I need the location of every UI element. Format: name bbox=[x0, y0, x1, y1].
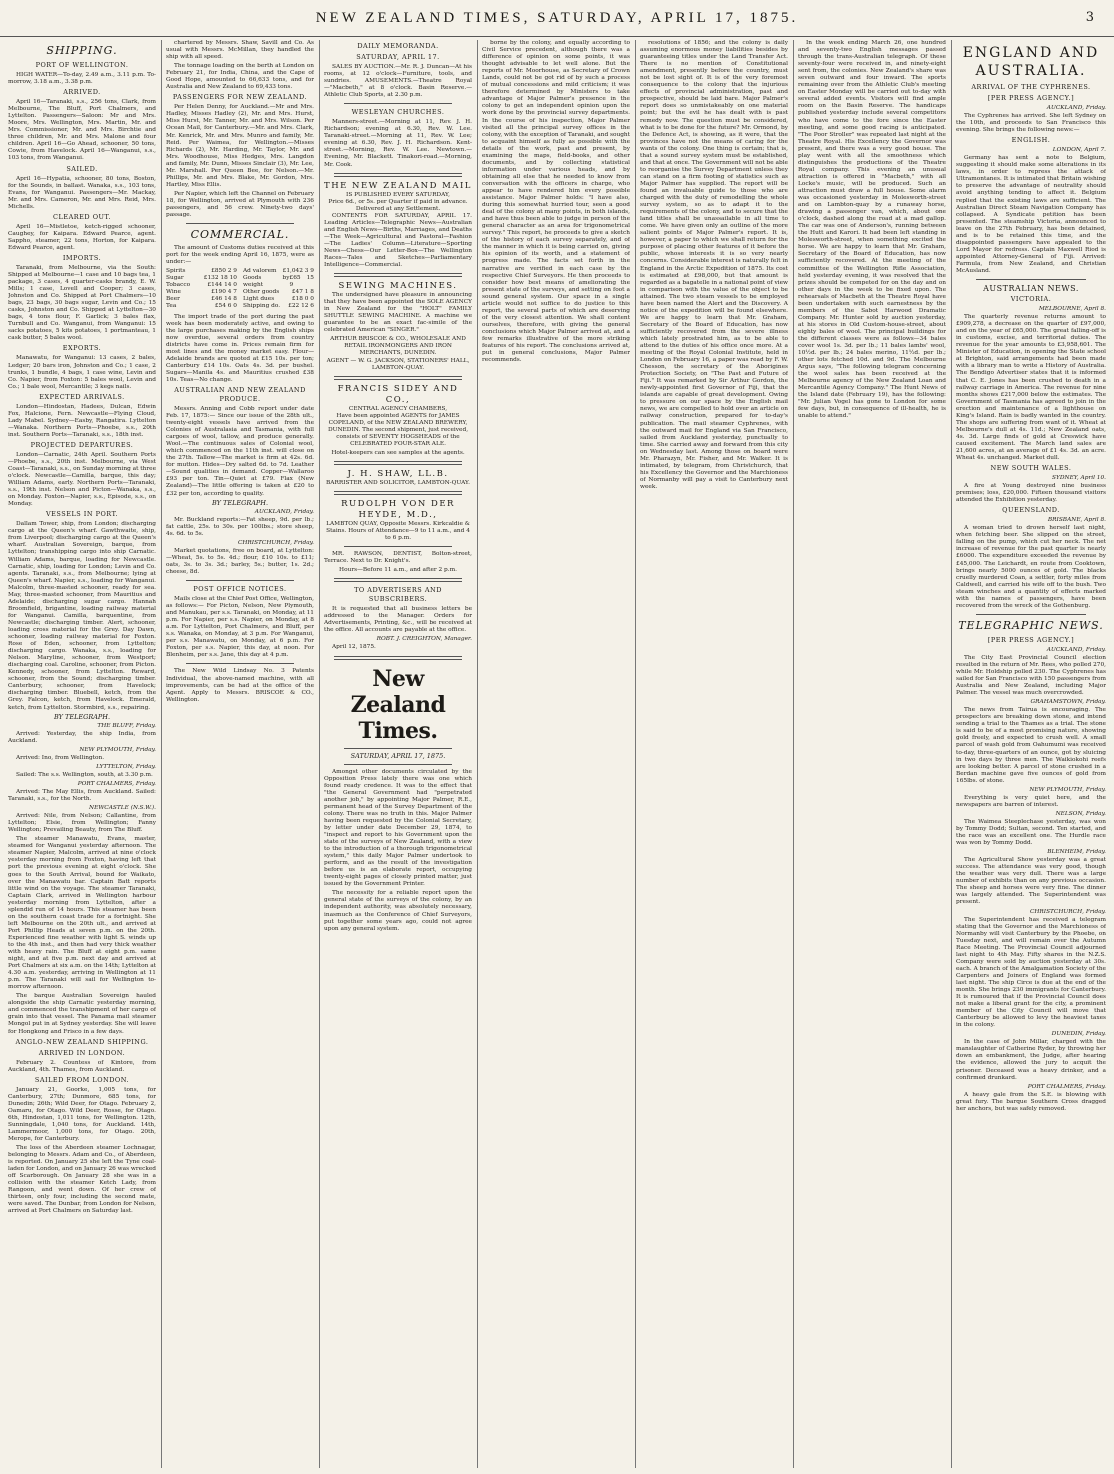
column-rule bbox=[635, 40, 636, 1468]
divider bbox=[344, 546, 452, 547]
subheading: VICTORIA. bbox=[1010, 295, 1052, 304]
text-block: Mails close at the Chief Post Office, Wellington, as follows:— For Picton, Nelson, New Plymouth, and Manukau, per s.s. Taranaki, on Monday, at 11 p.m. For Napier, per s.s. Napier, on Monday, at 8 a.m. For Lyttelton, Port Chalmers, and Bluff, per s.s. Wanaka, on Monday, at 3 p.m. For Wanganui, per s.s. Manawatu, on Monday, at 6 p.m. For Foxton, per s.s. Napier, this day, at noon. For Blenheim, per s.s. Jane, this day at 4 p.m. bbox=[166, 596, 314, 659]
column-rule bbox=[951, 40, 952, 1468]
advert-line: CENTRAL AGENCY CHAMBERS, bbox=[348, 405, 448, 412]
text-block: Arrived: The May Ellis, from Auckland. Sailed: Taranaki, s.s., for the North. bbox=[8, 788, 156, 803]
dateline: THE BLUFF, Friday. bbox=[97, 722, 156, 729]
duties-row: Wine £190 4 7 bbox=[166, 289, 237, 296]
divider bbox=[334, 578, 462, 582]
subheading: PORT OF WELLINGTON. bbox=[35, 61, 129, 69]
text-block: A woman tried to drown herself last night, when fetching beer. She slipped on the street, falling on the pump, which cut her neck. The net increase of revenue for the past quarter is nearly £6000. The expenditure exceeded the revenue by £45,000. The Leichardt, en route from Cooktown, brings nearly 5000 ounces of gold. The blacks cruelly murdered Coan, a settler, forty miles from Caldwell, and carried his wife off to the bush. Two steam winches and a quantity of effects marked with the names of passengers, have been recovered from the wreck of the Gothenburg. bbox=[956, 525, 1106, 609]
subheading: SAILED FROM LONDON. bbox=[34, 1075, 130, 1084]
subheading: PASSENGERS FOR NEW ZEALAND. bbox=[172, 93, 308, 102]
divider bbox=[976, 614, 1086, 615]
text-block: April 16—Taranaki, s.s., 256 tons, Clark, from Melbourne, The Bluff, Port Chalmers, and Lyttelton. Passengers—Saloon: Mr and Mrs. Moore, Mrs. Wellington, Mrs. Martin, Mr. and Mrs. Commissioner, Mr. and Mrs. Birchtie and three children, Mr. and Mrs. Malone and four children. April 16—Go Ahead, schooner, 50 tons, Cowie, from Havelock. April 16—Wanganui, s.s., 103 tons, from Wanganui. bbox=[8, 99, 156, 162]
duties-row: Sugar £132 18 10 bbox=[166, 275, 237, 282]
text-block: February 2. Countess of Kintore, from Auckland, 4th. Thames, from Auckland. bbox=[8, 1059, 156, 1073]
text-block: The steamer Manawatu, Evans, master, steamed for Wanganui yesterday afternoon. The steamer Napier, Malcolm, arrived at nine o'clock yesterday morning from Foxton, having left that port the previous evening at eight o'clock. She goes to the South Arrival, bound for Waikato, over the Manawatu bar. Captain Batt reports little wind on the voyage. The steamer Taranaki, Captain Clark, arrived in Wellington harbour yesterday morning from Lyttelton, after a splendid run of 14 hours. This steamer has been on the southern coast trade for a fortnight. She left Melbourne on the 20th ult., and arrived at Port Phillip Heads at seven p.m. on the 20th. Experienced fine weather with light S. winds up to the 4th inst., and then had very thick weather with heavy rain. The Bluff at eight p.m. same night, and at five p.m. next day and arrived at Port Chalmers at six a.m. on the 14th; Lyttelton at 4.30 a.m. yesterday, arriving in Wellington at 11 p.m. The Taranaki will sail for Wellington to-morrow afternoon. bbox=[8, 836, 156, 991]
text-block: CONTENTS FOR SATURDAY, APRIL 17. Leading Articles—Telegraphic News—Australian and English News—Births, Marriages, and Deaths—The Week—Agricultural and Pastoral—Fashion—The Ladies' Column—Literature—Sporting News—Chess—Our Letter-Box—The Wellington Races—Tales and Sketches—Parliamentary Intelligence—Commercial. bbox=[324, 212, 472, 269]
advert-heading: J. H. SHAW, LL.B. bbox=[347, 468, 449, 479]
text-block: Germany has sent a note to Belgium, suggesting it should make some alterations in its laws, in order to repress the attack of Ultramontanes. It is intimated that Britain wishing to preserve the advantage of neutrality should avoid anything tending to affect it. Belgium replied that the existing laws are sufficient. The Australian Direct Steam Navigation Company has collapsed. A Syndicate petition has been presented. The steamship Victoria, announced to leave on the 27th February, has been detained, and is to be retained this time, and the disappointed passengers have appealed to the Lord Mayor for redress. Captain Maxwell Riod is appointed Attorney-General of Fiji. Arrived: Farmula, from New Zealand, and Christian McAusland. bbox=[956, 155, 1106, 274]
dateline: DUNEDIN, Friday. bbox=[1051, 1031, 1106, 1038]
subheading: DAILY MEMORANDA. bbox=[357, 42, 439, 50]
advert-shaw bbox=[324, 469, 472, 487]
dateline: BLENHEIM, Friday. bbox=[1047, 849, 1106, 856]
page-number: 3 bbox=[1085, 10, 1094, 25]
masthead bbox=[0, 0, 1114, 37]
columns bbox=[8, 40, 1106, 1468]
leader-text: The necessity for a reliable report upon the general state of the surveys of the colony, by an independent authority, was absolutely necessary, inasmuch as the Conference of Chief Surveyors, put together some years ago, could not agree upon any general system. bbox=[324, 890, 472, 932]
subheading: ARRIVED. bbox=[63, 88, 101, 97]
duties-row: Tea £54 6 0 bbox=[166, 303, 237, 310]
text-block: A heavy gale from the S.E. is blowing with great fury. The barque Southern Cross dragged her anchors, but was safely removed. bbox=[956, 1091, 1106, 1112]
text-block: The loss of the Aberdeen steamer Lochnagar, belonging to Messrs. Adam and Co., of Aberdeen, is reported. On January 25 she left the Tyne coal-laden for London, and on January 26 was wrecked off Scarborough. On January 28 she was in a collision with the steamer Ketch Lady, from Rangoon, and went down. Of her crew of thirteen, only four, including the second mate, were saved. The Dunbar, from London for Nelson, arrived at Port Chalmers on Saturday last. bbox=[8, 1145, 156, 1215]
text-block: Manners-street.—Morning at 11, Rev. J. H. Richardson; evening at 6.30, Rev. W. Lee. Taranaki-street.—Morning at 11, Rev. W. Lee; evening at 6.30, Rev. J. H. Richardson. Kent-street.—Morning, Rev. W. Lee. Newtown.—Evening, Mr. Blackett. Tinakori-road.—Morning, Mr. Cook. bbox=[324, 119, 472, 168]
dateline: NEW PLYMOUTH, Friday. bbox=[1029, 786, 1106, 793]
advert-line: IS PUBLISHED EVERY SATURDAY, bbox=[346, 191, 450, 198]
text-block: Everything is very quiet here, and the newspapers are barren of interest. bbox=[956, 794, 1106, 808]
text-block: The import trade of the port during the past week has been moderately active, and owing to the large purchases making by the English ships now overdue, several orders from country districts have come in. Prices remain firm for most lines and the money market easy. Flour—Adelaide brands are quoted at £15 10s. per ton; Canterbury £14 10s. Oats 4s. 3d. per bushel. Sugars—Manila 4s. and Mauritius crushed £38 10s. Teas—No change. bbox=[166, 313, 314, 383]
advert-sidey bbox=[324, 384, 472, 413]
text-block: The Agricultural Show yesterday was a great success. The attendance was very good, though the weather was very dull. There was a large number of exhibits than on any previous occasion. The sheep and horses were very fine. The dinner was largely attended. The Superintendent was present. bbox=[956, 857, 1106, 906]
divider bbox=[186, 580, 294, 581]
advert-line: ARTHUR BRISCOE & CO., WHOLESALE AND RETAIL IRONMONGERS AND IRON MERCHANTS, DUNEDIN. bbox=[330, 336, 466, 357]
dateline: NEWCASTLE (N.S.W.). bbox=[89, 805, 156, 812]
text-block: borne by the colony, and equally according to Civil Service precedent, although there was a difference of opinion on some points, it was thought advisable to let well alone. But the reports of Mr. Moorhouse, as Secretary of Crown Lands, could not be got rid of by such a process of mutual concessions and mild criticism; it was therefore determined by Ministers to take advantage of Major Palmer's presence in the colony to get an independent opinion upon the work done by the provincial survey departments. In the course of his inspection, Major Palmer visited all the principal survey offices in the colony, with the exception of Taranaki, and sought to acquaint himself as fully as possible with the details of the work, past and present, by examining the maps, field-books, and other documents, and by collecting statistical information under various heads, and by obtaining all else that he needed to know from conversation with the officers in charge, who appear to have rendered him every possible assistance. Major Palmer holds: "I have also, during this somewhat hurried tour, seen a good deal of the colony at many points, in both islands, and have thus been able to judge in person of the general character as an area for trigonometrical survey." This report, he proceeds to give a sketch of the history of each survey separately, and of the manner in which it is being carried on, giving his opinion of its worth, and a statement of progress made. The facts set forth in the narrative are verified in each case by the respective Chief Surveyors. He then proceeds to consider how best means of ameliorating the present state of the surveys, and setting on foot a sound general system. Our space in a single article would not suffice to do justice to this report, the several parts of which are deserving of the very closest attention. We shall content ourselves, therefore, with giving the general conclusions which Major Palmer arrived at, and a few remarks illustrative of the more striking features of his report. The conclusions arrived at, put in general conclusions, Major Palmer recommends. bbox=[482, 40, 630, 364]
column-rule bbox=[477, 40, 478, 1468]
text-block: Sailed: The s.s. Wellington, south, at 3.30 p.m. bbox=[16, 771, 153, 778]
section-heading: TELEGRAPHIC NEWS. bbox=[958, 618, 1104, 632]
dateline: NEW PLYMOUTH, Friday. bbox=[79, 746, 156, 753]
subheading: VESSELS IN PORT. bbox=[45, 510, 119, 519]
divider bbox=[334, 376, 462, 380]
text-block: The Cyphrenes has arrived. She left Sydney on the 10th, and proceeds to San Francisco this evening. She brings the following news:— bbox=[956, 113, 1106, 134]
divider bbox=[334, 173, 462, 177]
text-block: A fire at Young destroyed nine business premises; loss, £20,000. Fifteen thousand visitors attended the Exhibition yesterday. bbox=[956, 483, 1106, 504]
text-block: Dallam Tower, ship, from London; discharging cargo at the Queen's wharf. Gawthwaite, ship, from Liverpool; discharging cargo at the Queen's wharf. Australian Sovereign, barque, from Lyttelton; transhipping cargo into ship Carnatic. William Adams, barque, loading for Newcastle. Carnatic, ship, loading for London; Levin and Co. agents. Taranaki, s.s., from Melbourne; lying at Queen's wharf. Napier, s.s., loading for Wanganui. Malcolm, three-masted schooner, ready for sea. May, three-masted schooner, from Mauritius and Adelaide; discharging sugar cargo. Hannah Broomfield, brigantine, loading railway material for Wanganui. Camilla, barquentine, from Newcastle; discharging timber. Alert, schooner, loading cross material for the Grey. Day Dawn, schooner, loading railway material for Foxton. Rose of Eden, schooner, from Lyttelton; discharging cargo. Wanaka, s.s., loading for Nelson. Maryline, schooner, from Westport; discharging coal. Caroline, schooner, from Picton. Kennedy, schooner, from Lyttelton. Reward, schooner, from the Sound; discharging timber. Canterbury, schooner, from Havelock; discharging timber. Bluebell, ketch, from the Grey. Falcon, ketch, from Havelock. Emerald, ketch, from Lyttelton. Stormbird, s.s., repairing. bbox=[8, 521, 156, 711]
divider bbox=[186, 663, 294, 664]
leader-text: Amongst other documents circulated by the Opposition Press lately there was one which found ready credence. It was to the effect that "the General Government had "perpetrated another job," by appointing Major Palmer, R.E., permanent head of the Survey Department of the colony. There was no truth in this. Major Palmer having been requested by the Colonial Secretary, by letter under date December 29, 1874, to "inspect and report to his Government upon the state of the surveys of New Zealand, with a view to the introduction of a thorough trigonometrical system," this daily Major Palmer undertook to perform, and as the result of the investigation before us is an elaborate report, occupying twenty-eight pages of closely printed matter, just issued by the Government Printer. bbox=[324, 768, 472, 888]
subheading: QUEENSLAND. bbox=[1002, 506, 1060, 515]
text-block: The barque Australian Sovereign hauled alongside the ship Carnatic yesterday morning, and commenced the transhipment of her cargo of grain into that vessel. The Panama mail steamer Mongol put in at Sydney yesterday. She will leave for Hongkong and Frisco in a few days. bbox=[8, 993, 156, 1035]
advert-line: Hotel-keepers can see samples at the agents. bbox=[331, 449, 465, 456]
dateline: AUCKLAND, Friday. bbox=[1046, 105, 1106, 111]
text-block: The City East Provincial Council election resulted in the return of Mr. Rees, who polled 270, while Mr. Holdship polled 230. The Cyphrenes has sailed for San Francisco with 150 passengers from Australia and New Zealand, including Major Palmer. The vessel was much overcrowded. bbox=[956, 654, 1106, 697]
duties-right bbox=[243, 268, 314, 310]
dateline: NELSON, Friday. bbox=[1055, 810, 1106, 817]
text-block: The New Wild Lindsay No. 3 Patents Individual, the above-named machine, with all improvements, can be had at the office of the Agent. Apply to Messrs. BRISCOE & CO., Wellington. bbox=[166, 668, 314, 703]
leader-date: SATURDAY, APRIL 17, 1875. bbox=[350, 751, 446, 760]
newspaper-title: NEW ZEALAND TIMES, SATURDAY, APRIL 17, 1875. bbox=[315, 10, 799, 26]
advert-sewing bbox=[324, 281, 472, 292]
divider bbox=[976, 279, 1086, 280]
text-block: In the case of John Millar, charged with the manslaughter of Catherine Ryder, by throwing her down an embankment, the Judge, after hearing the evidence, allowed the jury to acquit the prisoner. Deceased was a heavy drinker, and a confirmed drunkard. bbox=[956, 1039, 1106, 1081]
duties-row: Goods by weight £65 15 9 bbox=[243, 275, 314, 289]
subheading: CLEARED OUT. bbox=[53, 212, 111, 221]
text-block: Taranaki, from Melbourne, via the South: Shipped at Melbourne—1 case and 10 bags tea, 1 package, 3 cases, 4 quarter-casks brandy, E. W. Mills; 1 case, Lovell and Cooper; 3 cases, Johnston and Co. Shipped at Port Chalmers—10 bags, 23 bags, 30 bags sugar, Levin and Co.; 15 casks, Johnston and Co. Shipped at Lyttelton—30 bags, 4 tons flour, F. Garlick; 3 bales flax, Turnbull and Co. Wanganui, from Wanganui: 15 sacks potatoes, 5 kits potatoes, 1 portmanteau, 1 cask butter, 5 bales wool. bbox=[8, 264, 156, 342]
text-block: Arrived: Nile, from Nelson; Callantine, from Lyttelton; Elsie, from Wellington; Fanny Wellington; Prevailing Beauty, from The Bluff. bbox=[8, 813, 156, 834]
text-block: The Waimea Steeplechase yesterday, was won by Tommy Dodd; Sultan, second. Ten started, and the race was an excellent one. The Hurdle race was won by Tommy Dodd. bbox=[956, 818, 1106, 847]
text-block: Mr. Buckland reports:—Fat sheep, 9d. per lb.; fat cattle, 25s. to 30s. per 100lbs.; store sheep, 4s. 6d. to 5s. bbox=[166, 516, 314, 537]
dateline: SYDNEY, April 10. bbox=[1052, 475, 1106, 482]
subheading: POST OFFICE NOTICES. bbox=[193, 585, 287, 594]
subheading: AUSTRALIAN AND NEW ZEALAND PRODUCE. bbox=[174, 385, 306, 403]
text-block: The quarterly revenue returns amount to £909,278, a decrease on the quarter of £97,000, and on the year of £65,000. The great falling-off is in customs, excise, and territorial duties. The revenue for the year amounts to £3,958,601. The Minister of Education, in opening the State school at Brighton, said arrangements had been made with a library man to write a History of Australia. The Bendigo Advertiser states that it is informed that C. E. Jones has been crushed to death in a railway carriage in America. The revenue for nine months shows £217,000 below the estimates. The Government of Tasmania has agreed to join in the erection and maintenance of a lighthouse on King's Island. Rain is badly wanted in the country. The shops are suffering from want of it. Wheat at Melbourne's dull at 4s. 11d.; New Zealand oats, 4s. 3d. Large finds of gold at Creswick have caused excitement. The March land sales are 21,600 acres, at an average of £1 4s. 3d. an acre. Wheat 4s. unchanged. Market dull. bbox=[956, 314, 1106, 462]
text-block: In the week ending March 26, one hundred and seventy-two English messages passed through the trans-Australian telegraph. Of these seventy-four were received in, and ninety-eight sent from, the colonies. New Zealand's share was seven outward and four inward. The sports remaining over from the Athletic Club's meeting on Easter Monday will be carried out to-day with several added events. Visitors will find ample room on the Basin Reserve. The handicaps published yesterday include several competitors who have come to the fore since the Easter meeting, and some good racing is anticipated. "The Poor Stroller" was repeated last night at the Theatre Royal. His Excellency the Governor was present, and there was a very good house. The play went with all the smoothness which distinguishes the productions of the Theatre Royal company. This evening an unusual attraction is offered in "Macbeth," with all Locke's music, will be produced. Such an attraction must draw a full house. Some alarm was occasioned yesterday in Molesworth-street and on Lambton-quay by a runaway horse, drawing a passenger van, which, about one o'clock, dashed along the road at a mad gallop. The car was one of Anderson's, running between the Hutt and Karori. It had been left standing in Molesworth-street, when something excited the horse. We are happy to learn that Mr. Graham, Secretary of the Board of Education, has now sufficiently recovered. At the meeting of the committee of the Wellington Rifle Association, held yesterday evening, it was resolved that the prizes should be competed for on the day and on other days in the week to be fixed upon. The rehearsals of Macbeth at the Theatre Royal have been undertaken with such earnestness by the members of the Sabot Harwood Dramatic Company. Mr. Hunter sold by auction yesterday, at his stores in Old Custom-house-street, about eighty bales of wool. The principal buildings for the different classes were as follows—34 bales cover wool 1s. 3d. per lb.; 11 bales lambs' wool, 10½d. per lb.; 24 bales merino, 11½d. per lb.; other lots fetched 10d. and 9d. The Melbourne Argus says, "The following telegram concerning the wool sales has been received at the Melbourne agency of the New Zealand Loan and Mercantile Agency Company." The Hunt News of the Island date (February 19), has the following: "Mr. Julian Vogel has gone to London for some few days, but, in consequence of ill-health, he is unable to attend." bbox=[798, 40, 946, 420]
section-heading: ENGLAND AND AUSTRALIA. bbox=[962, 45, 1100, 79]
divider bbox=[344, 103, 452, 104]
duties-row: Other goods £47 1 8 bbox=[243, 289, 314, 296]
text-block: London—Hindostan, Hadees, Dulcan, Edwin Fox, Halcione, Fern. Newcastle—Flying Cloud, Lady Mabel. Sydney—Easby, Rangatira. Lyttelton—Wanaka. Northern Ports—Phoebe, s.s., 20th inst. Southern Ports—Taranaki, s.s., 18th inst. bbox=[8, 403, 156, 438]
dateline: AUCKLAND, Friday. bbox=[254, 508, 314, 515]
advert-line: Price 6d., or 5s. per Quarter if paid in advance. bbox=[328, 198, 468, 205]
divider bbox=[334, 273, 462, 277]
subheading: [PER PRESS AGENCY.] bbox=[987, 635, 1075, 644]
column-local-news bbox=[640, 40, 788, 1468]
dateline: LONDON, April 7. bbox=[1052, 147, 1106, 154]
text-block: Manawatu, for Wanganui: 13 cases, 2 bales, Ledger; 20 bars iron, Johnston and Co.; 1 case, 2 trunks, 1 bundle, 4 bags, 1 case wine, Levin and Co. Napier, from Foxton: 5 bales wool, Levin and Co.; 1 bale wool, Mercantile; 3 kegs nails. bbox=[8, 355, 156, 390]
text-block: Messrs. Anning and Cobb report under date Feb. 17, 1875:— Since our issue of the 28th ult., twenty-eight vessels have arrived from the Colonies of Australasia and Tasmania, with full cargoes of wool, tallow, and produce generally. Wool.—The continuous sales of Colonial wool, which commenced on the 11th inst. will close on the 27th. Tallow—The market is firm at 42s. 6d. for mutton. Hides—Dry salted 6d. to 7d. Leather—Sound qualities in demand. Copper—Wallaroo £93 per ton. Tin—Quiet at £79. Flax (New Zealand)—The little offering is taken at £20 to £32 per ton, according to quality. bbox=[166, 405, 314, 497]
dateline: LYTTELTON, Friday. bbox=[96, 763, 156, 770]
advert-heading: THE NEW ZEALAND MAIL bbox=[324, 180, 472, 191]
divider bbox=[334, 461, 462, 465]
subheading: BY TELEGRAPH. bbox=[53, 712, 111, 721]
text-block: London—Carnatic, 24th April. Southern Ports—Phoebe, s.s., 20th inst. Melbourne, via West Coast—Taranaki, s.s., on Sunday morning at three o'clock. Newcastle—Camilla, barque, this day; William Adams, early. Northern Ports—Taranaki, s.s., 19th inst. Nelson and Picton—Wanaka, s.s., on Monday. Foxton—Napier, s.s., Episode, s.s., on Monday. bbox=[8, 451, 156, 508]
duties-left bbox=[166, 268, 237, 310]
text-block: MR. RAWSON, DENTIST, Bolton-street, Terrace. Next to Dr. Knight's. bbox=[324, 551, 472, 565]
duties-row: Light dues £18 0 0 bbox=[243, 296, 314, 303]
text-block: April 12, 1875. bbox=[332, 644, 376, 651]
divider bbox=[344, 764, 452, 765]
subheading: ARRIVED IN LONDON. bbox=[38, 1048, 126, 1057]
divider bbox=[334, 491, 462, 495]
text-block: The undersigned have pleasure in announcing that they have been appointed the SOLE AGENCY in New Zealand for the "HOLT" FAMILY SHUTTLE SEWING MACHINE. A machine we guarantee to be an exact fac-simile of the celebrated American "SINGER." bbox=[324, 292, 472, 334]
column-rule bbox=[161, 40, 162, 1468]
subheading: AUSTRALIAN NEWS. bbox=[983, 284, 1079, 294]
text-block: The amount of Customs duties received at this port for the week ending April 16, 1875, were as under:— bbox=[166, 245, 314, 266]
column-local-news-2 bbox=[798, 40, 946, 1468]
text-block: The tonnage loading on the berth at London on February 21, for India, China, and the Cape of Good Hope, amounted to 66,633 tons, and for Australia and New Zealand to 69,433 tons. bbox=[166, 63, 314, 91]
text-block: April 16—Hypatia, schooner, 80 tons, Boston, for the Sounds, in ballast. Wanaka, s.s., 103 tons, Evans, for Wanganui. Passengers—Mr. Mackay, Mr. and Mrs. Cameron, Mr. and Mrs. Reid, Mrs. Michells. bbox=[8, 175, 156, 210]
subheading: NEW SOUTH WALES. bbox=[990, 464, 1072, 473]
paper-title: New Zealand Times. bbox=[350, 665, 446, 744]
column-commercial bbox=[166, 40, 314, 1468]
dateline: GRAHAMSTOWN, Friday. bbox=[1030, 699, 1106, 706]
advert-mail bbox=[324, 181, 472, 213]
subheading: SATURDAY, APRIL 17. bbox=[356, 53, 440, 61]
subheading: [PER PRESS AGENCY.] bbox=[987, 94, 1075, 102]
subheading: PROJECTED DEPARTURES. bbox=[30, 440, 134, 449]
dateline: AUCKLAND, Friday. bbox=[1046, 646, 1106, 653]
column-shipping bbox=[8, 40, 156, 1468]
advert-rudolph bbox=[324, 499, 472, 542]
advert-heading: FRANCIS SIDEY AND CO., bbox=[337, 383, 459, 405]
advert-line: AGENT — W. G. JACKSON, STATIONERS' HALL, LAMBTON-QUAY. bbox=[326, 357, 470, 371]
subheading: ANGLO-NEW ZEALAND SHIPPING. bbox=[15, 1037, 149, 1046]
text-block: SALES BY AUCTION.—Mr. R. J. Duncan—At his rooms, at 12 o'clock—Furniture, tools, and sundries. AMUSEMENTS.—Theatre Royal—"Macbeth," at 8 o'clock. Basin Reserve.—Athletic Club Sports, at 2.30 p.m. bbox=[324, 64, 472, 99]
text-block: resolutions of 1856; and the colony is daily assuming enormous money liabilities besides by guaranteeing titles under the Land Transfer Act. There is no mention of Constitutional amendment, presently before the country, must not be lost sight of. It is of the very foremost consequence to the colony that the injurious effects of provincial administration, past and prospective, should be laid bare. Major Palmer's report does so unmistakeably on one material point; but the evil he has dealt with is past remedy now. The question must be considered, what is to be done for the future? Mr. Ormond, by the Defence Act, is showing, as it were, that the provinces have not the means of caring for the wants of the colony. One thing is certain; that is, that a sound survey system must be established, and that at once. The Government will not be able to reorganise the Survey Department unless they can stand on a firm footing of statistics such as Major Palmer has supplied. The report will be found an invaluable guide to those who are charged with the duty of remodelling the whole survey system, so as to adapt it to the requirements of the colony, and to secure that the land titles shall be unassailable in all time to come. We have given only an outline of the more salient points of Major Palmer's report. It is, however, a paper to which we shall return for the purpose of placing other features of it before the public, whose interests it is so very nearly concerns. Considerable interest is naturally felt in England in the Arctic Expedition of 1875. Its cost is estimated at £98,000, but that amount is regarded as a bagatelle in a national point of view in comparison with the value of the object to be attained. The two steam vessels to be employed have been named the Alert and the Discovery. A notice of the expedition will be found elsewhere. We are happy to learn that Mr. Graham, Secretary of the Board of Education, has now sufficiently recovered from the severe illness which lately prostrated him, as to be able to attend to the duties of his office once more. At a meeting of the Royal Colonial Institute, held in London on February 16, a paper was read by F. W. Chesson, the secretary of the Aborigines Protection Society, on "The Past and Future of Fiji." It was remarked by Sir Arthur Gordon, the newly-appointed first Governor of Fiji, that the islands are capable of great development. Owing to pressure on our space by the English mail news, we are compelled to hold over an article on railway construction, prepared for to-day's publication. The mail steamer Cyphrenes, with the outward mail for England via San Francisco, sailed from Auckland yesterday, punctually to time. She carried away and forward from this city on Wednesday last. Among those on board were Mr. Pharazyn, Mr. Fisher, and Mr. Walker. It is intimated, by telegram, from Christchurch, that his Excellency the Governor and the Marchioness of Normanby will pay a visit to Canterbury next week. bbox=[640, 40, 788, 490]
dateline: BRISBANE, April 8. bbox=[1047, 517, 1106, 524]
advert-heading: SEWING MACHINES. bbox=[338, 281, 458, 292]
duties-row: Beer £46 14 8 bbox=[166, 296, 237, 303]
subheading: ENGLISH. bbox=[1011, 136, 1051, 145]
text-block: January 21, Goorke, 1,005 tons, for Canterbury, 27th; Dunmore, 685 tons, for Dunedin; 26th; Wild Deer, for Otago. February 2, Oamaru, for Otago. Wild Deer, Rosse, for Otago. 6th, Hindostan, 1,011 tons, for Wellington. 12th, Sunningdale, 1,040 tons, for Auckland. 14th, Lammermoor, 1,000 tons, for Otago. 20th, Merope, for Canterbury. bbox=[8, 1086, 156, 1142]
dateline: MELBOURNE, April 8. bbox=[1038, 306, 1106, 313]
text-block: The news from Tairua is encouraging. The prospectors are breaking down stone, and intend sending a trial to the Thames as a trial. The stone is said to be of a most promising nature, showing gold freely, and expected to crush well. A small parcel of wash gold from Oahumumi was received to-day, three-quarters of an ounce, got by sluicing in two days by three men. The Waikiokohi reefs are looking better. A parcel of stone crushed in a Berdan machine gave five ounces of gold from 165lbs. of stone. bbox=[956, 707, 1106, 784]
text-block: Arrived: Yesterday, the ship India, from Auckland. bbox=[8, 730, 156, 744]
subheading: BY TELEGRAPH. bbox=[211, 498, 269, 507]
advert-line: BARRISTER AND SOLICITOR, LAMBTON-QUAY. bbox=[326, 479, 470, 486]
duties-row: Spirits £850 2 9 bbox=[166, 268, 237, 275]
advert-line: Delivered at any Settlement. bbox=[355, 205, 441, 212]
text-block: Per Helen Denny, for Auckland.—Mr and Mrs. Hadley, Misses Hadley (2), Mr. and Mrs. Hurst, Miss Hurst, Mr. Tanner, Mr. and Mrs. Wilson. Per Ocean Mail, for Canterbury.—Mr. and Mrs. Clark, Mr. Kenrick, Mr. and Mrs. Munro and family, Mr. Reid. Per Waimea, for Wellington.—Misses Richards (2), Mr. Harding, Mr. Taylor, Mr. and Mrs. Woodhouse, Miss Hedges, Mrs. Langdon and family, Mr. Dunn, Misses Sinclair (3), Mr. Lee, Mr. Marshall. Per Queen Bee, for Nelson.—Mr. Phillips, Mr. and Mrs. Blake, Mr. Gordon, Mrs. Hartley, Miss Ellis. bbox=[166, 104, 314, 188]
duties-row: Shipping do. £22 12 6 bbox=[243, 303, 314, 310]
subheading: IMPORTS. bbox=[62, 253, 102, 262]
advert-line: Hours—Before 11 a.m., and after 2 p.m. bbox=[339, 567, 457, 574]
column-memoranda bbox=[324, 40, 472, 1468]
column-telegrams bbox=[956, 40, 1106, 1468]
text-block: April 16—Mistletoe, ketch-rigged schooner, Caughey, for Kaipara. Edward Pearce, agent. Sappho, steamer, 22 tons, Horton, for Kaipara. Edward Pearce, agent. bbox=[8, 223, 156, 251]
signature: ROBT. J. CREIGHTON, Manager. bbox=[376, 636, 472, 643]
text-block: chartered by Messrs. Shaw, Savill and Co. As usual with Messrs. McMillan, they handled the ship with all speed. bbox=[166, 40, 314, 61]
subheading: TO ADVERTISERS AND SUBSCRIBERS. bbox=[354, 586, 442, 604]
text-block: Arrived: Ino, from Wellington. bbox=[16, 754, 105, 761]
subheading: WESLEYAN CHURCHES. bbox=[351, 108, 445, 117]
subheading: EXPORTS. bbox=[62, 344, 102, 353]
column-rule bbox=[319, 40, 320, 1468]
divider bbox=[186, 223, 294, 224]
text-block: Per Napier, which left the Channel on February 18, for Wellington, arrived at Plymouth with 236 passengers, and 56 crew. Ninety-two days' passage. bbox=[166, 190, 314, 219]
subheading: EXPECTED ARRIVALS. bbox=[39, 392, 125, 401]
dateline: PORT CHALMERS, Friday. bbox=[77, 780, 156, 787]
dateline: CHRISTCHURCH, Friday. bbox=[237, 539, 314, 546]
column-rule bbox=[793, 40, 794, 1468]
section-heading: SHIPPING. bbox=[46, 44, 118, 57]
duties-row: Tobacco £144 14 0 bbox=[166, 282, 237, 289]
advert-line: LAMBTON QUAY, Opposite Messrs. Kirkcaldie & Stains. Hours of Attendance—9 to 11 a.m., and 4 to 6 p.m. bbox=[326, 520, 470, 542]
text-block: It is requested that all business letters be addressed to the Manager. Orders for Advertisements, Printing, &c., will be received at the office. All accounts are payable at the office. bbox=[324, 606, 472, 634]
text-block: Have been appointed AGENTS for JAMES COPELAND, of the NEW ZEALAND BREWERY, DUNEDIN. The second shipment, just received, consists of SEVENTY HOGSHEADS of the CELEBRATED FOUR-STAR ALE. bbox=[327, 412, 469, 447]
subheading: ARRIVAL OF THE CYPHRENES. bbox=[971, 83, 1091, 91]
subheading: SAILED. bbox=[66, 164, 98, 173]
advert-heading: RUDOLPH VON DER HEYDE, M.D., bbox=[341, 498, 455, 520]
dateline: PORT CHALMERS, Friday. bbox=[1027, 1083, 1106, 1090]
section-heading: COMMERCIAL. bbox=[190, 228, 290, 242]
text-block: HIGH WATER—To-day, 2.49 a.m., 3.11 p.m. To-morrow, 3.18 a.m., 3.38 p.m. bbox=[8, 72, 156, 86]
divider bbox=[344, 748, 452, 749]
column-leader-continued bbox=[482, 40, 630, 1468]
duties-row: Ad valorem £1,042 3 9 bbox=[243, 268, 314, 275]
divider bbox=[334, 656, 462, 660]
text-block: Market quotations, free on board, at Lyttelton:—Wheat, 5s. to 5s. 4d.; flour, £10 10s. to £11; oats, 3s. to 3s. 3d.; barley, 5s.; butter, 1s. 2d.; cheese, 8d. bbox=[166, 547, 314, 575]
text-block: The Superintendent has received a telegram stating that the Governor and the Marchioness of Normanby will visit Canterbury by the Phoebe, on Tuesday next, and will remain over the Autumn Race Meeting. The Provincial Council adjourned last night to 4th May. Fifty shares in the N.Z.S. Company were sold by auction yesterday at 30s. each. A branch of the Amalgamation Society of the Carpenters and Joiners of England was formed last night. The ship Circe is due at the end of the month. She brings 230 immigrants for Canterbury. It is rumoured that if the Provincial Council does not make a liberal grant for the city, a prominent member of the City Council will move that Canterbury be allowed to levy the heaviest taxes in the colony. bbox=[956, 916, 1106, 1029]
duties-table bbox=[166, 268, 314, 310]
dateline: CHRISTCHURCH, Friday. bbox=[1029, 908, 1106, 915]
